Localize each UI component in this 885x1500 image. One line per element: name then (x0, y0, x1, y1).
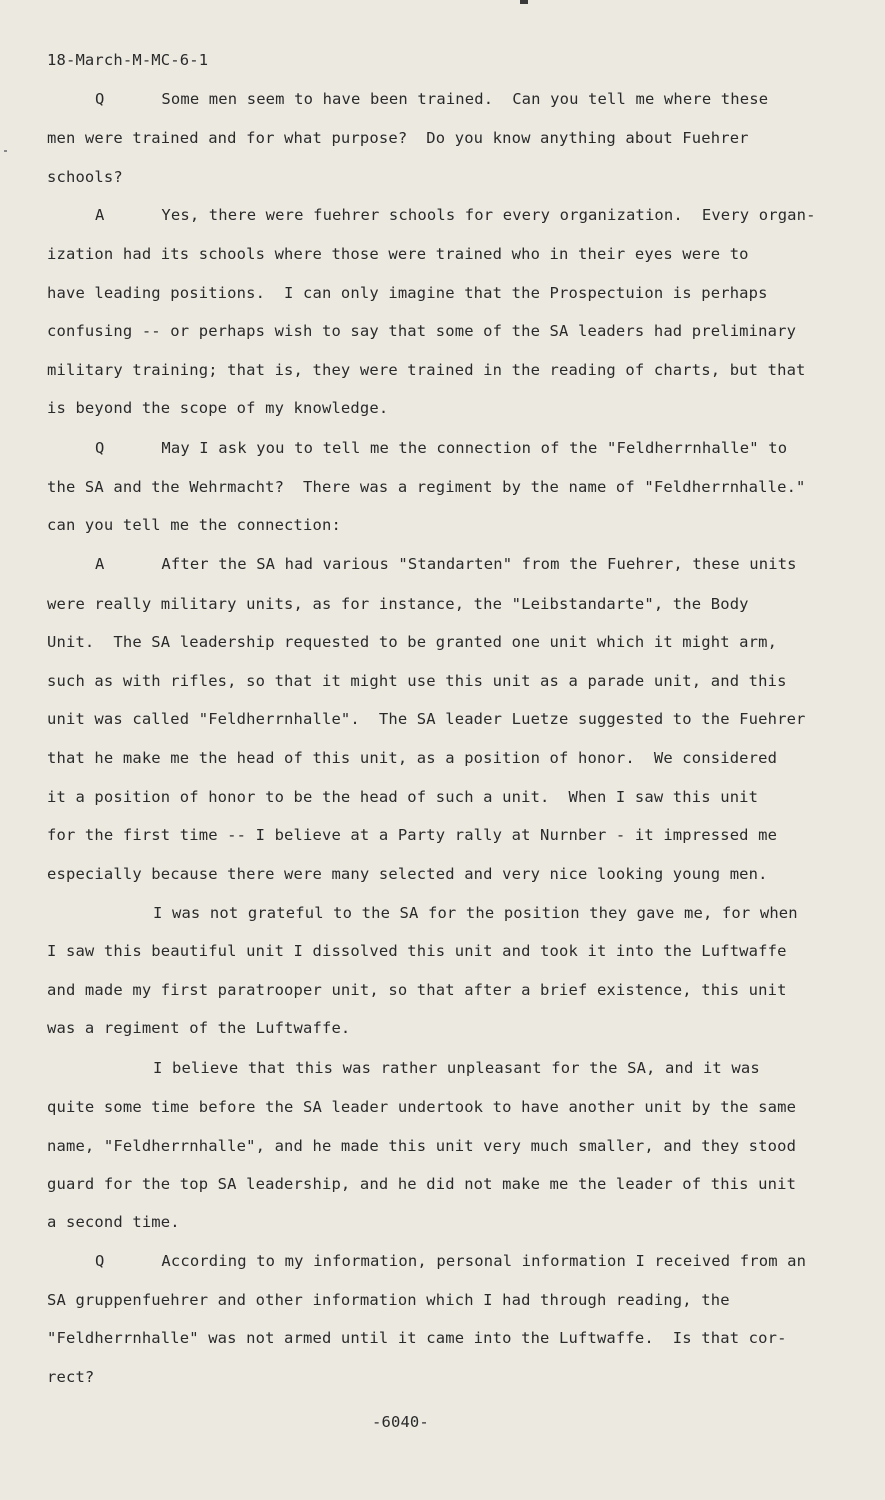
text-line: rect? (47, 1368, 95, 1386)
text-line: especially because there were many selected and very nice looking young men. (47, 865, 768, 883)
text-line: I saw this beautiful unit I dissolved this unit and took it into the Luftwaffe (47, 942, 787, 960)
text-line: is beyond the scope of my knowledge. (47, 399, 389, 417)
text-line: a second time. (47, 1213, 180, 1231)
page-number: -6040- (372, 1413, 429, 1431)
text-line: Unit. The SA leadership requested to be granted one unit which it might arm, (47, 633, 778, 651)
text-line: military training; that is, they were trained in the reading of charts, but that (47, 361, 806, 379)
punch-mark (520, 0, 528, 4)
text-line: quite some time before the SA leader undertook to have another unit by the same (47, 1098, 797, 1116)
text-line: the SA and the Wehrmacht? There was a regiment by the name of "Feldherrnhalle." (47, 478, 806, 496)
text-line: for the first time -- I believe at a Party rally at Nurnber - it impressed me (47, 826, 778, 844)
text-line: men were trained and for what purpose? Do you know anything about Fuehrer (47, 129, 749, 147)
text-line: schools? (47, 168, 123, 186)
text-line: ization had its schools where those were trained who in their eyes were to (47, 245, 749, 263)
text-line: I was not grateful to the SA for the position they gave me, for when (153, 904, 798, 922)
text-line: guard for the top SA leadership, and he did not make me the leader of this unit (47, 1175, 797, 1193)
text-line: name, "Feldherrnhalle", and he made this unit very much smaller, and they stood (47, 1137, 797, 1155)
text-line: such as with rifles, so that it might use this unit as a parade unit, and this (47, 672, 787, 690)
text-line: unit was called "Feldherrnhalle". The SA leader Luetze suggested to the Fuehrer (47, 710, 806, 728)
page-header: 18-March-M-MC-6-1 (47, 51, 209, 69)
text-line: Q Some men seem to have been trained. Can you tell me where these (95, 90, 769, 108)
text-line: Q According to my information, personal information I received from an (95, 1252, 807, 1270)
text-line: SA gruppenfuehrer and other information which I had through reading, the (47, 1291, 730, 1309)
text-line: were really military units, as for instance, the "Leibstandarte", the Body (47, 595, 749, 613)
text-line: have leading positions. I can only imagine that the Prospectuion is perhaps (47, 284, 768, 302)
text-line: that he make me the head of this unit, as a position of honor. We considered (47, 749, 778, 767)
text-line: Q May I ask you to tell me the connection of the "Feldherrnhalle" to (95, 439, 788, 457)
text-line: can you tell me the connection: (47, 516, 341, 534)
text-line: I believe that this was rather unpleasant for the SA, and it was (153, 1059, 760, 1077)
text-line: was a regiment of the Luftwaffe. (47, 1019, 351, 1037)
text-line: "Feldherrnhalle" was not armed until it came into the Luftwaffe. Is that cor- (47, 1329, 787, 1347)
text-line: confusing -- or perhaps wish to say that some of the SA leaders had preliminary (47, 322, 797, 340)
text-line: it a position of honor to be the head of such a unit. When I saw this unit (47, 788, 759, 806)
margin-mark (4, 150, 7, 152)
text-line: A Yes, there were fuehrer schools for every organization. Every organ- (95, 206, 816, 224)
text-line: A After the SA had various "Standarten" from the Fuehrer, these units (95, 555, 797, 573)
text-line: and made my first paratrooper unit, so that after a brief existence, this unit (47, 981, 787, 999)
